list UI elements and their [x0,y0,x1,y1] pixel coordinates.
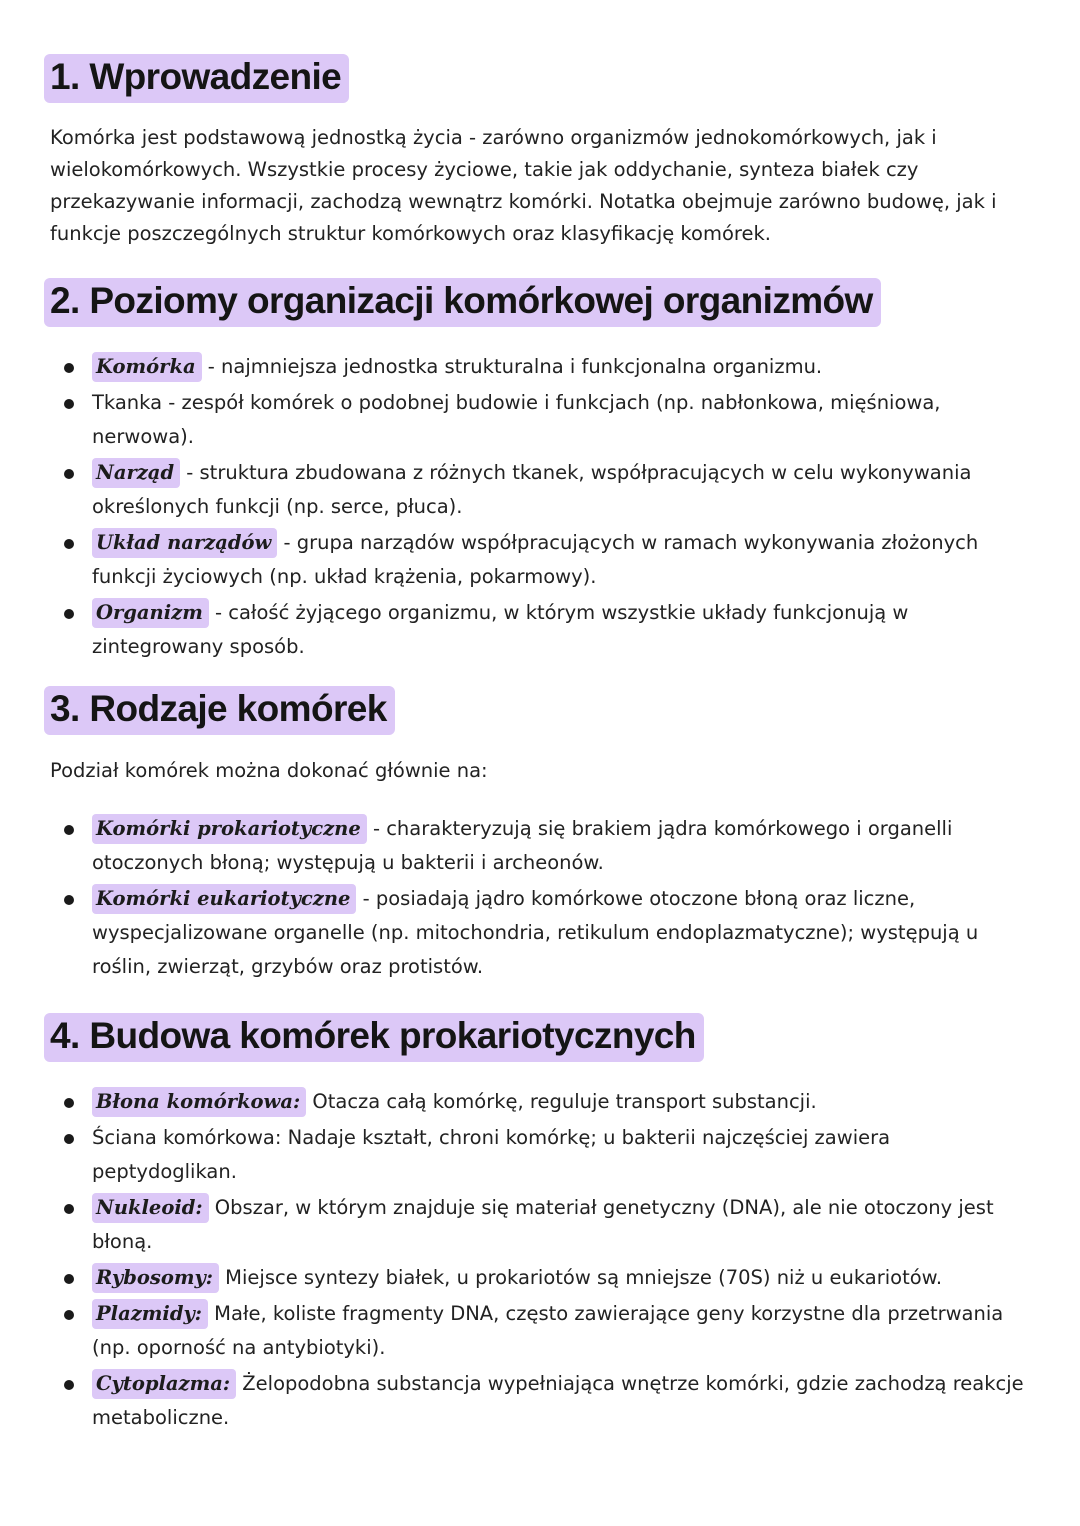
section-heading-wprowadzenie: 1. Wprowadzenie [44,54,349,103]
term-highlight: Komórki prokariotyczne [92,814,367,844]
item-text: Małe, koliste fragmenty DNA, często zawierające geny korzystne dla przetrwania (np. oporność na antybiotyki). [92,1302,1004,1359]
list-item [62,456,1032,524]
term-plain: Tkanka [92,391,163,414]
bullet-icon [64,1310,74,1320]
term-highlight: Błona komórkowa: [92,1087,306,1117]
item-text: Miejsce syntezy białek, u prokariotów są mniejsze (70S) niż u eukariotów. [218,1266,943,1289]
item-text: - grupa narządów współpracujących w ramach wykonywania złożonych funkcji życiowych (np. układ krążenia, pokarmowy). [92,531,979,588]
term-plain: Ściana komórkowa: [92,1126,282,1149]
term-highlight: Cytoplazma: [92,1369,236,1399]
term-highlight: Plazmidy: [92,1299,208,1329]
list-item [62,812,1032,880]
bullet-icon [64,363,74,373]
item-text: - całość żyjącego organizmu, w którym wszystkie układy funkcjonują w zintegrowany sposób. [92,601,909,658]
list-item [62,1367,1032,1435]
list-item [62,350,1032,384]
bullet-icon [64,469,74,479]
bullet-icon [64,1204,74,1214]
bullet-icon [64,1274,74,1284]
term-highlight: Nukleoid: [92,1193,209,1223]
item-text: - zespół komórek o podobnej budowie i funkcjach (np. nabłonkowa, mięśniowa, nerwowa). [92,391,941,448]
item-text: - najmniejsza jednostka strukturalna i funkcjonalna organizmu. [201,355,823,378]
bullet-icon [64,539,74,549]
item-text: - struktura zbudowana z różnych tkanek, współpracujących w celu wykonywania określonych funkcji (np. serce, płuca). [92,461,972,518]
list-item [62,1297,1032,1365]
rodzaje-list [62,812,1032,986]
bullet-icon [64,825,74,835]
list-item [62,1085,1032,1119]
poziomy-list [62,350,1032,666]
list-item [62,1261,1032,1295]
list-item [62,1191,1032,1259]
item-text: Nadaje kształt, chroni komórkę; u bakterii najczęściej zawiera peptydoglikan. [92,1126,891,1183]
bullet-icon [64,895,74,905]
term-highlight: Komórki eukariotyczne [92,884,356,914]
term-highlight: Komórka [92,352,202,382]
section-heading-rodzaje: 3. Rodzaje komórek [44,686,395,735]
term-highlight: Układ narządów [92,528,277,558]
intro-paragraph: Komórka jest podstawową jednostką życia - zarówno organizmów jednokomórkowych, jak i wielokomórkowych. Wszystkie procesy życiowe, takie jak oddychanie, synteza białek czy przekazywanie informacji, zachodzą wewnątrz komórki. Notatka obejmuje zarówno budowę, jak i funkcje poszczególnych struktur komórkowych oraz klasyfikację komórek. [50,126,997,245]
list-item [62,1121,1032,1189]
bullet-icon [64,1134,74,1144]
bullet-icon [64,1380,74,1390]
budowa-list [62,1085,1032,1437]
item-text: - charakteryzują się brakiem jądra komórkowego i organelli otoczonych błoną; występują u bakterii i archeonów. [92,817,953,874]
item-text: Otacza całą komórkę, reguluje transport substancji. [306,1090,817,1113]
rodzaje-intro: Podział komórek można dokonać głównie na: [50,759,488,782]
item-text: Żelopodobna substancja wypełniająca wnętrze komórki, gdzie zachodzą reakcje metaboliczne. [92,1372,1024,1429]
term-highlight: Organizm [92,598,209,628]
item-text: - posiadają jądro komórkowe otoczone błoną oraz liczne, wyspecjalizowane organelle (np. mitochondria, retikulum endoplazmatyczne); występują u roślin, zwierząt, grzybów oraz protistów. [92,887,979,978]
term-highlight: Narząd [92,458,180,488]
item-text: Obszar, w którym znajduje się materiał genetyczny (DNA), ale nie otoczony jest błoną. [92,1196,994,1253]
bullet-icon [64,609,74,619]
list-item [62,386,1032,454]
section-heading-budowa: 4. Budowa komórek prokariotycznych [44,1013,704,1062]
term-highlight: Rybosomy: [92,1263,219,1293]
bullet-icon [64,399,74,409]
list-item [62,882,1032,984]
bullet-icon [64,1098,74,1108]
list-item [62,596,1032,664]
section-heading-poziomy: 2. Poziomy organizacji komórkowej organizmów [44,278,881,327]
list-item [62,526,1032,594]
